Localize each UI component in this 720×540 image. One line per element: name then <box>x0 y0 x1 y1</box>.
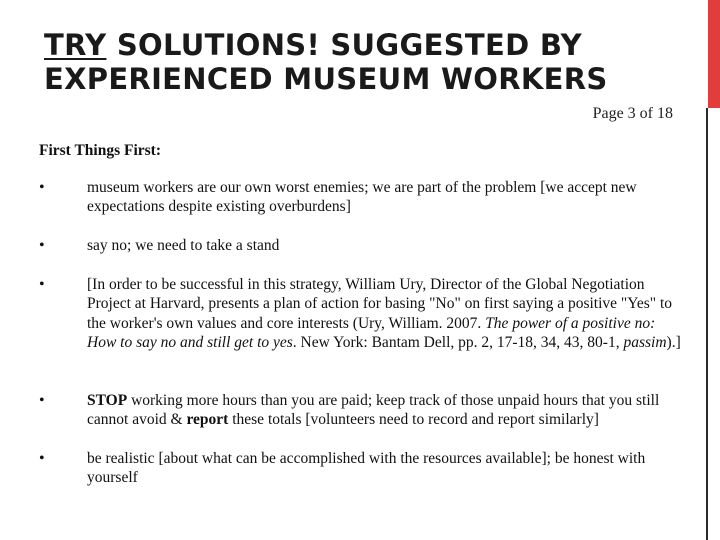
bullet-marker: • <box>39 450 45 467</box>
stop-emphasis: STOP <box>87 392 128 409</box>
item-text: [In order to be successful in this strategy, William Ury, Director of the Global Negotiation Project at Harvard, presents a plan of action for basing "No" on first saying a positive "Yes" to the worker's own values and core interests (Ury, William. 2007. <box>87 276 673 332</box>
item-text: these totals [volunteers need to record and report similarly] <box>228 411 599 429</box>
title-line2: EXPERIENCED MUSEUM WORKERS <box>44 62 608 96</box>
bullet-marker: • <box>39 276 45 293</box>
slide-title <box>44 28 608 96</box>
title-emphasis: TRY <box>44 28 107 62</box>
item-text: ).] <box>666 333 681 351</box>
bullet-marker: • <box>39 392 45 409</box>
item-text: . New York: Bantam Dell, pp. 2, 17-18, 34, 43, 80-1, <box>292 333 624 351</box>
list-item <box>87 275 683 352</box>
report-emphasis: report <box>186 411 229 429</box>
bullet-marker: • <box>39 179 45 196</box>
list-item: museum workers are our own worst enemies; we are part of the problem [we accept new expectations despite existing overburdens] <box>87 179 637 216</box>
list-item: be realistic [about what can be accomplished with the resources available]; be honest with yourself <box>87 450 646 487</box>
book-title: The power of a positive no: How to say no and still get to yes <box>87 314 656 351</box>
bullet-marker: • <box>39 237 45 254</box>
accent-bar <box>708 0 720 108</box>
title-line1-rest: SOLUTIONS! SUGGESTED BY <box>106 28 582 62</box>
list-item: say no; we need to take a stand <box>87 237 280 254</box>
list-item <box>87 391 683 430</box>
vertical-divider <box>706 108 708 540</box>
item-text: working more hours than you are paid; keep track of those unpaid hours that you still cannot avoid & <box>87 392 660 429</box>
passim-term: passim <box>623 333 667 351</box>
page-number: Page 3 of 18 <box>592 105 673 122</box>
section-heading: First Things First: <box>39 142 161 159</box>
